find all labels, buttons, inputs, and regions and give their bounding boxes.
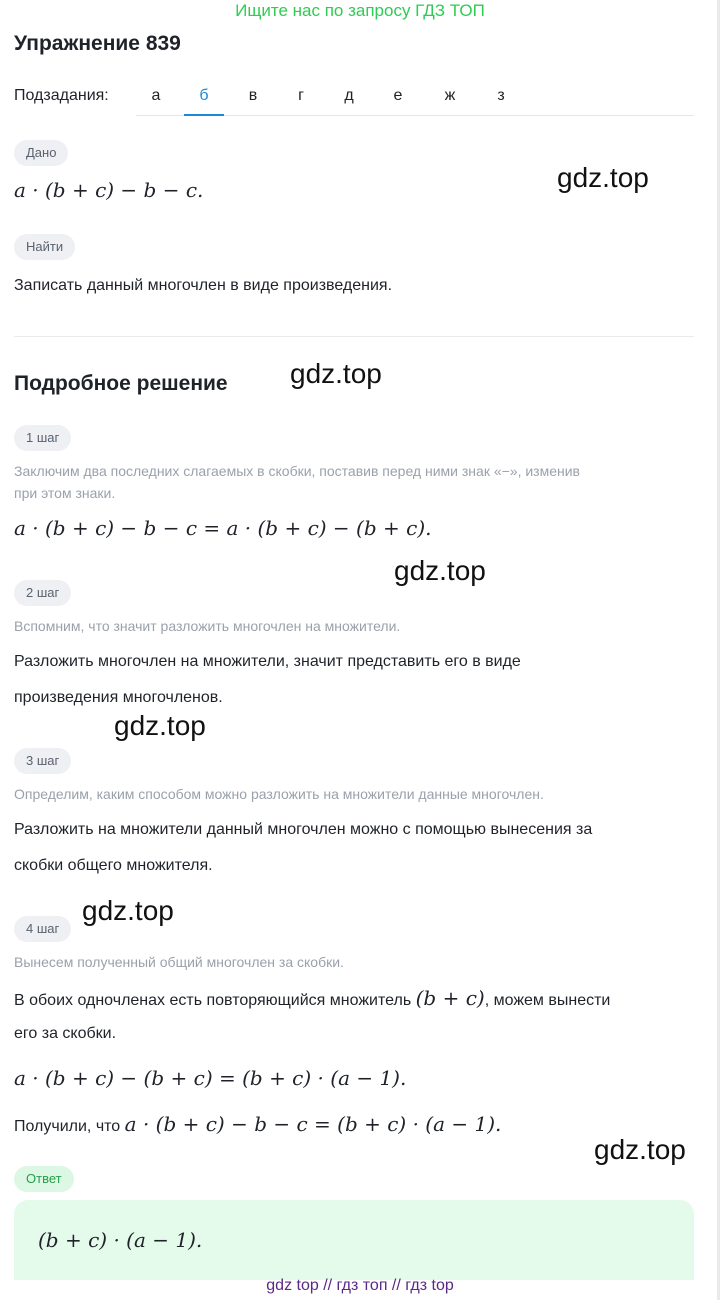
step-1-hint-line-2: при этом знаки. [14, 485, 116, 501]
step-4-text-line-1 [14, 980, 704, 1019]
subtasks-tabs [136, 80, 694, 116]
subtasks-bar [14, 80, 694, 116]
given-pill: Дано [14, 140, 68, 166]
page-title: Упражнение 839 [14, 32, 181, 55]
step-4-text-line-2: его за скобки. [14, 1025, 117, 1042]
step-4-inline-expression: (b + c) [415, 986, 485, 1010]
step-3-text-line-2: скобки общего множителя. [14, 857, 213, 874]
watermark-1: gdz.top [557, 162, 649, 193]
answer-box [14, 1200, 694, 1280]
step-2-hint: Вспомним, что значит разложить многочлен на множители. [14, 618, 401, 634]
subtasks-label: Подзадания: [14, 87, 109, 104]
step-4-pill: 4 шаг [14, 916, 71, 942]
watermark-2: gdz.top [290, 358, 382, 389]
step-4-text-part-a: В обоих одночленах есть повторяющийся множитель [14, 992, 416, 1009]
tab-g[interactable]: г [298, 87, 304, 104]
watermark-6: gdz.top [594, 1134, 686, 1165]
solution-title: Подробное решение [14, 372, 228, 395]
bottom-links[interactable]: gdz top // гдз топ // гдз top [266, 1277, 454, 1294]
find-text: Записать данный многочлен в виде произведения. [14, 277, 393, 294]
step-4-result-prefix: Получили, что [14, 1118, 125, 1135]
tab-z[interactable]: з [497, 87, 505, 104]
find-pill: Найти [14, 234, 75, 260]
step-2-text-line-2: произведения многочленов. [14, 689, 223, 706]
tab-b[interactable]: б [184, 80, 224, 116]
tab-zh[interactable]: ж [444, 87, 456, 104]
step-1-hint-line-1: Заключим два последних слагаемых в скобки, поставив перед ними знак «−», изменив [14, 463, 580, 479]
step-2-pill: 2 шаг [14, 580, 71, 606]
step-3-hint: Определим, каким способом можно разложить на множители данные многочлен. [14, 786, 544, 802]
step-4-hint: Вынесем полученный общий многочлен за скобки. [14, 954, 344, 970]
step-1-expression: a · (b + c) − b − c = a · (b + c) − (b + c). [14, 516, 432, 540]
step-1-pill: 1 шаг [14, 425, 71, 451]
step-3-pill: 3 шаг [14, 748, 71, 774]
watermark-3: gdz.top [394, 555, 486, 586]
watermark-4: gdz.top [114, 710, 206, 741]
tab-d[interactable]: д [344, 87, 354, 104]
tab-e[interactable]: е [393, 87, 403, 104]
answer-expression: (b + c) · (a − 1). [38, 1228, 203, 1252]
step-4-expression: a · (b + c) − (b + c) = (b + c) · (a − 1). [14, 1066, 407, 1090]
given-expression: a · (b + c) − b − c. [14, 178, 204, 202]
tab-a[interactable]: а [151, 87, 161, 104]
top-banner[interactable]: Ищите нас по запросу ГДЗ ТОП [235, 1, 485, 20]
step-4-text-part-b: , можем вынести [484, 992, 611, 1009]
watermark-5: gdz.top [82, 895, 174, 926]
divider [14, 336, 694, 337]
step-2-text-line-1: Разложить многочлен на множители, значит представить его в виде [14, 653, 521, 670]
step-3-text-line-1: Разложить на множители данный многочлен можно с помощью вынесения за [14, 821, 593, 838]
answer-pill: Ответ [14, 1166, 74, 1192]
step-4-result-expression: a · (b + c) − b − c = (b + c) · (a − 1). [124, 1112, 502, 1136]
tab-v[interactable]: в [248, 87, 258, 104]
